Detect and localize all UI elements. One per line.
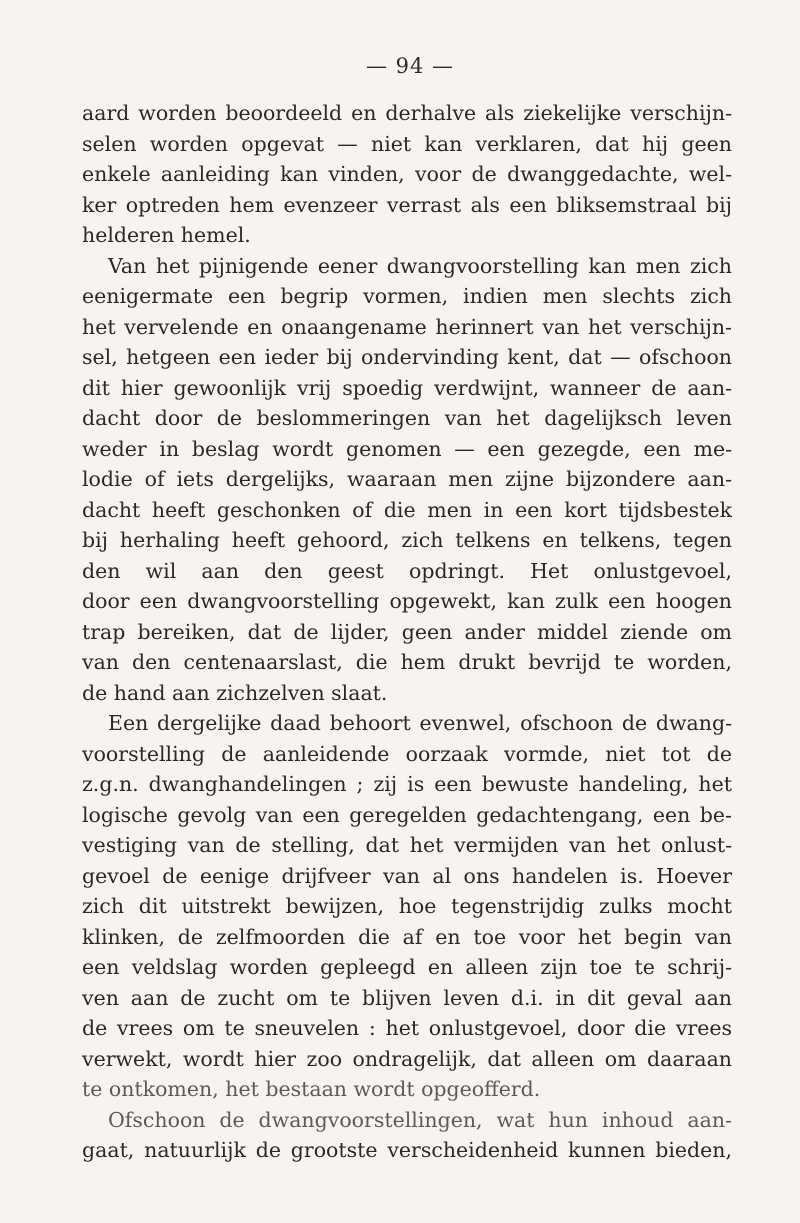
page-number: — 94 — <box>365 54 455 78</box>
text-line: vestiging van de stelling, dat het vermijden van het onlust- <box>82 833 732 857</box>
body-text <box>82 98 732 1166</box>
text-line: ker optreden hem evenzeer verrast als een bliksemstraal bij <box>82 192 732 217</box>
text-line: sel, hetgeen een ieder bij ondervinding kent, dat — ofschoon <box>82 345 732 369</box>
text-line: de vrees om te sneuvelen : het onlustgevoel, door die vrees <box>82 1016 732 1040</box>
text-line: het vervelende en onaangename herinnert van het verschijn- <box>82 314 732 339</box>
text-line: bij herhaling heeft gehoord, zich telkens en telkens, tegen <box>82 528 732 552</box>
text-line: Van het pijnigende eener dwangvoorstelling kan men zich <box>108 253 732 278</box>
text-line: verwekt, wordt hier zoo ondragelijk, dat alleen om daaraan <box>82 1046 732 1071</box>
text-line: Ofschoon de dwangvoorstellingen, wat hun inhoud aan- <box>108 1107 732 1132</box>
text-line: te ontkomen, het bestaan wordt opgeofferd. <box>82 1077 541 1101</box>
text-line: ven aan de zucht om te blijven leven d.i. in dit geval aan <box>82 985 732 1010</box>
text-line: trap bereiken, dat de lijder, geen ander middel ziende om <box>82 619 732 644</box>
text-line: logische gevolg van een geregelden gedachtengang, een be- <box>82 802 732 827</box>
text-line: dacht heeft geschonken of die men in een kort tijdsbestek <box>82 497 732 522</box>
text-line: weder in beslag wordt genomen — een gezegde, een me- <box>82 436 732 461</box>
text-line: enkele aanleiding kan vinden, voor de dwanggedachte, wel- <box>82 162 732 186</box>
text-line: door een dwangvoorstelling opgewekt, kan zulk een hoogen <box>82 589 732 613</box>
text-line: Een dergelijke daad behoort evenwel, ofschoon de dwang- <box>108 711 732 735</box>
text-line: gevoel de eenige drijfveer van al ons handelen is. Hoever <box>82 863 732 888</box>
text-line: aard worden beoordeeld en derhalve als ziekelijke verschijn- <box>82 101 732 125</box>
text-line: z.g.n. dwanghandelingen ; zij is een bewuste handeling, het <box>82 772 732 796</box>
text-line: helderen hemel. <box>82 223 251 247</box>
text-line: klinken, de zelfmoorden die af en toe voor het begin van <box>82 924 732 949</box>
text-line: eenigermate een begrip vormen, indien men slechts zich <box>82 284 732 308</box>
text-line: dacht door de beslommeringen van het dagelijksch leven <box>82 406 732 430</box>
text-line: den wil aan den geest opdringt. Het onlustgevoel, <box>82 558 732 583</box>
text-line: zich dit uitstrekt bewijzen, hoe tegenstrijdig zulks mocht <box>82 894 732 918</box>
text-line: lodie of iets dergelijks, waaraan men zijne bijzondere aan- <box>82 467 732 491</box>
text-line: de hand aan zichzelven slaat. <box>82 680 388 705</box>
text-line: dit hier gewoonlijk vrij spoedig verdwijnt, wanneer de aan- <box>82 375 732 400</box>
text-line: van den centenaarslast, die hem drukt bevrijd te worden, <box>82 650 732 674</box>
text-line: selen worden opgevat — niet kan verklaren, dat hij geen <box>82 131 732 156</box>
text-line: een veldslag worden gepleegd en alleen zijn toe te schrij- <box>82 955 732 979</box>
text-line: voorstelling de aanleidende oorzaak vormde, niet tot de <box>82 741 732 766</box>
text-line: gaat, natuurlijk de grootste verscheidenheid kunnen bieden, <box>82 1138 732 1162</box>
